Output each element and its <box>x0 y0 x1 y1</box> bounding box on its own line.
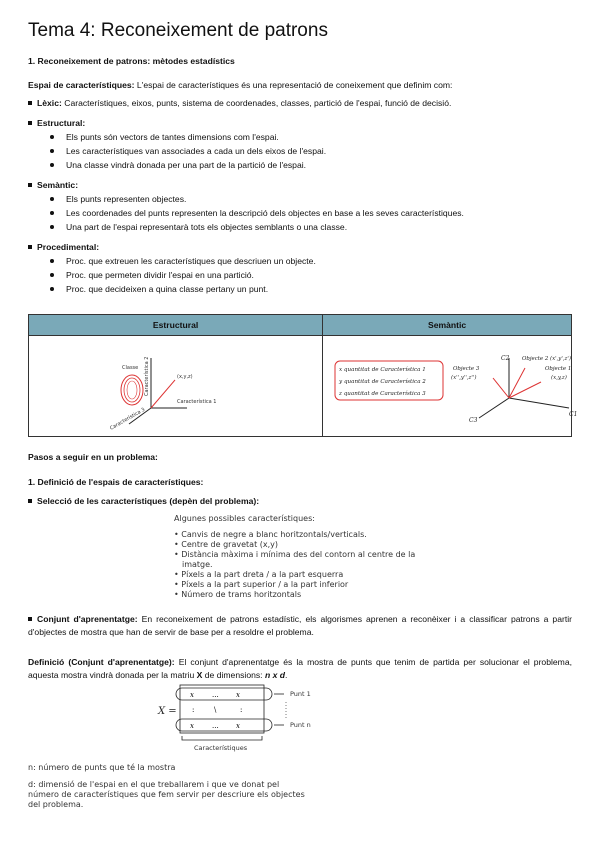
matrix-cell: ... <box>212 691 219 699</box>
matrix-cell: x <box>190 691 194 699</box>
procedimental-label: Procedimental: <box>37 242 100 252</box>
dimensions-value: n x d <box>264 670 286 680</box>
row-label: Punt n <box>290 721 311 729</box>
square-bullet-icon <box>28 101 32 105</box>
comparison-table <box>28 314 578 437</box>
semantic-list <box>48 192 464 234</box>
seleccio-label: Selecció de les característiques (depèn del problema): <box>37 496 260 506</box>
matrix-label: X = <box>158 706 177 717</box>
list-item: • Píxels a la part dreta / a la part esquerra <box>174 570 344 579</box>
matrix-symbol: X <box>196 670 203 680</box>
list-item: Proc. que decideixen a quina classe pertany un punt. <box>48 282 316 296</box>
section-heading: 1. Reconeixement de patrons: mètodes estadístics <box>28 56 235 66</box>
features-title: Algunes possibles característiques: <box>174 514 315 523</box>
legend-line: x quantitat de Característica 1 <box>339 367 427 373</box>
espai-label: Espai de característiques: <box>28 80 135 90</box>
matrix-cell: x <box>190 722 194 730</box>
list-item: imatge. <box>182 560 213 569</box>
list-item: Proc. que permeten dividir l'espai en una partició. <box>48 268 316 282</box>
definicio-label: Definició (Conjunt d'aprenentatge): <box>28 657 175 667</box>
page-title: Tema 4: Reconeixement de patrons <box>28 20 328 41</box>
axis-line <box>479 398 509 418</box>
object-label: Objecte 3 <box>453 366 480 372</box>
table-header-estructural: Estructural <box>29 315 323 336</box>
list-item: • Distància màxima i mínima des del contorn al centre de la <box>174 550 416 559</box>
class-ellipse <box>127 381 137 399</box>
lexic-paragraph <box>28 98 451 109</box>
d-note-line: d: dimensió de l'espai en el que treballarem i que ve donat pel <box>28 780 280 789</box>
axis-label: Característica 2 <box>144 356 150 396</box>
d-note-line: número de característiques que fem servir per descriure els objectes <box>28 790 305 799</box>
point-label: (x,y,z) <box>177 374 193 380</box>
conjunt-text: En reconeixement de patrons estadístic, els algorismes aprenen a reconèixer i a classificar patrons a partir d'objectes de mostra que han de servir de base per a resoldre el problema. <box>28 614 572 637</box>
estructural-diagram <box>29 336 300 436</box>
square-bullet-icon <box>28 121 32 125</box>
definicio-heading: 1. Definició de l'espais de característiques: <box>28 477 204 487</box>
estructural-diagram-cell <box>29 336 323 437</box>
square-bullet-icon <box>28 245 32 249</box>
legend-line: y quantitat de Característica 2 <box>339 379 427 385</box>
list-item: • Píxels a la part superior / a la part inferior <box>174 580 349 589</box>
axis-label: C2 <box>501 355 510 362</box>
object-label: (x,y,z) <box>551 375 568 381</box>
d-note <box>28 780 305 810</box>
features-list <box>174 530 415 600</box>
legend-line: z quantitat de Característica 3 <box>339 391 426 397</box>
classe-label: Classe <box>122 365 139 371</box>
definicio-mid: de dimensions: <box>202 670 265 680</box>
estructural-label: Estructural: <box>37 118 86 128</box>
estructural-heading <box>28 118 85 129</box>
procedimental-list <box>48 254 316 296</box>
lexic-text: Característiques, eixos, punts, sistema de coordenades, classes, partició de l'espai, funció de decisió. <box>61 98 452 108</box>
square-bullet-icon <box>28 499 32 503</box>
semantic-label: Semàntic: <box>37 180 79 190</box>
matrix-cell: : <box>192 706 195 714</box>
espai-text: L'espai de característiques és una representació de coneixement que definim com: <box>134 80 453 90</box>
square-bullet-icon <box>28 617 32 621</box>
semantic-diagram <box>323 336 594 436</box>
axis-label: Característica 1 <box>177 399 217 405</box>
matrix-cell: x <box>236 691 240 699</box>
axis-line <box>509 398 569 408</box>
definicio-text: El conjunt d'aprenentatge és la mostra de punts que tenim de partida per solucionar el problema, aquesta mostra vindrà donada per la matriu <box>28 657 573 680</box>
d-note-line: del problema. <box>28 800 84 809</box>
matrix-cell: ... <box>212 722 219 730</box>
list-item: Les característiques van associades a cada un dels eixos de l'espai. <box>48 144 326 158</box>
list-item: Una classe vindrà donada per una part de la partició de l'espai. <box>48 158 326 172</box>
list-item: • Número de trams horitzontals <box>174 590 302 599</box>
list-item: Una part de l'espai representarà tots els objectes semblants o una classe. <box>48 220 464 234</box>
semantic-heading <box>28 180 78 191</box>
estructural-list <box>48 130 326 172</box>
columns-label: Característiques <box>194 744 248 752</box>
list-item: Proc. que extreuen les característiques que descriuen un objecte. <box>48 254 316 268</box>
list-item: Les coordenades del punts representen la descripció dels objectes en base a les seves característiques. <box>48 206 464 220</box>
square-bullet-icon <box>28 183 32 187</box>
matrix-cell: \ <box>214 706 217 714</box>
list-item: Els punts són vectors de tantes dimensions com l'espai. <box>48 130 326 144</box>
table-header-semantic: Semàntic <box>323 315 572 336</box>
espai-paragraph <box>28 80 452 91</box>
row-label: Punt 1 <box>290 690 311 698</box>
vector-arrow <box>493 378 509 398</box>
n-note: n: número de punts que té la mostra <box>28 763 176 772</box>
matrix-cell: : <box>240 706 243 714</box>
lexic-label: Lèxic: <box>37 98 62 108</box>
list-item: Els punts representen objectes. <box>48 192 464 206</box>
object-label: (x'',y'',z'') <box>451 375 477 381</box>
matrix-cell: x <box>236 722 240 730</box>
procedimental-heading <box>28 242 99 253</box>
object-label: Objecte 2 (x',y',z') <box>522 356 572 362</box>
seleccio-heading <box>28 496 259 507</box>
underbrace <box>182 736 262 740</box>
axis-label: C1 <box>569 411 578 418</box>
matrix-diagram <box>150 682 350 758</box>
object-label: Objecte 1 <box>545 366 572 372</box>
conjunt-label: Conjunt d'aprenentatge: <box>37 614 138 624</box>
axis-label: Característica 3 <box>109 406 147 432</box>
semantic-diagram-cell <box>323 336 578 437</box>
definicio-paragraph: Definició (Conjunt d'aprenentatge): El conjunt d'aprenentatge és la mostra de punts que tenim de partida per solucionar el problema, aquesta mostra vindrà donada per la matriu X de dimensions: n x d. <box>28 657 573 680</box>
axis-label: C3 <box>469 417 478 424</box>
vector-arrow <box>151 380 175 408</box>
list-item: • Canvis de negre a blanc horitzontals/verticals. <box>174 530 367 539</box>
class-ellipse <box>124 378 140 402</box>
pasos-heading: Pasos a seguir en un problema: <box>28 452 158 462</box>
list-item: • Centre de gravetat (x,y) <box>174 540 278 549</box>
conjunt-paragraph <box>28 613 572 639</box>
